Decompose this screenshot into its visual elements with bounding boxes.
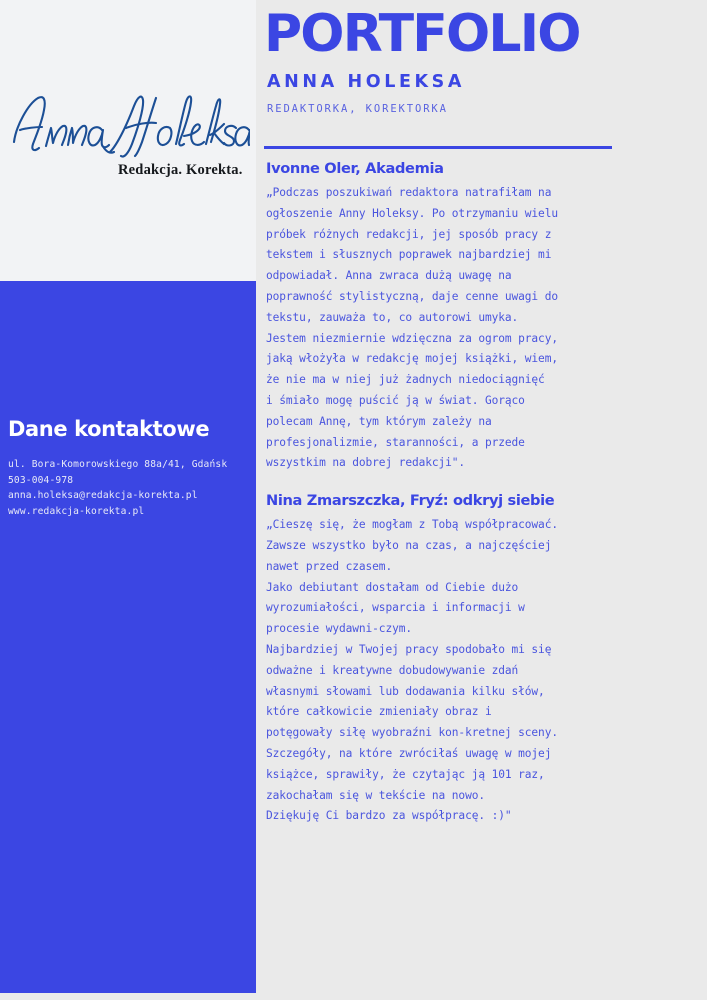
- author-role: REDAKTORKA, KOREKTORKA: [267, 103, 448, 115]
- testimonial-line: „Podczas poszukiwań redaktora natrafiłam na: [266, 186, 552, 199]
- author-name: ANNA HOLEKSA: [267, 72, 466, 92]
- testimonial-line: które całkowicie zmieniały obraz i: [266, 705, 492, 719]
- testimonial-line: odpowiadał. Anna zwraca dużą uwagę na: [266, 269, 512, 283]
- contact-website[interactable]: www.redakcja-korekta.pl: [8, 505, 145, 517]
- testimonial-line: Dziękuję Ci bardzo za współpracę. :)": [266, 809, 512, 823]
- testimonial-line: nawet przed czasem.: [266, 559, 393, 573]
- logo-panel: [0, 0, 256, 281]
- testimonial-line: jaką włożyła w redakcję mojej książki, wiem,: [266, 352, 558, 366]
- testimonial-line: Jestem niezmiernie wdzięczna za ogrom pracy,: [266, 331, 558, 345]
- testimonial-line: profesjonalizmie, staranności, a przede: [266, 435, 525, 449]
- testimonial-line: próbek różnych redakcji, jej sposób pracy z: [266, 227, 552, 241]
- testimonial-line: potęgowały siłę wyobraźni kon-kretnej sceny.: [266, 726, 558, 740]
- contact-section-title: Dane kontaktowe: [8, 417, 210, 441]
- testimonial-line: własnymi słowami lub dodawania kilku słów,: [266, 684, 545, 698]
- testimonial-line: ogłoszenie Anny Holeksy. Po otrzymaniu wielu: [266, 206, 558, 220]
- testimonials-list: [266, 160, 666, 845]
- testimonial-item: [266, 492, 666, 827]
- testimonial-line: że nie ma w niej już żadnych niedociągnięć: [266, 373, 545, 387]
- testimonial-body: [266, 515, 666, 827]
- testimonial-line: poprawność stylistyczną, daje cenne uwagi do: [266, 289, 558, 303]
- testimonial-line: procesie wydawni-czym.: [266, 622, 412, 636]
- testimonial-line: wszystkim na dobrej redakcji".: [266, 456, 466, 470]
- masthead: [264, 6, 704, 115]
- contact-panel: [0, 281, 256, 993]
- testimonial-line: Szczegóły, na które zwróciłaś uwagę w mojej: [266, 746, 552, 760]
- contact-details: [8, 457, 256, 519]
- testimonial-line: zakochałam się w tekście na nowo.: [266, 788, 485, 802]
- logo-tagline: Redakcja. Korekta.: [118, 162, 243, 178]
- testimonial-line: tekstem i słusznych poprawek najbardziej mi: [266, 248, 552, 262]
- testimonial-line: tekstu, zauważa to, co autorowi umyka.: [266, 310, 519, 324]
- left-column: [0, 0, 256, 1000]
- testimonial-body: [266, 183, 666, 474]
- testimonial-line: polecam Annę, tym którym zależy na: [266, 414, 492, 428]
- header-divider: [264, 146, 612, 149]
- testimonial-heading: Ivonne Oler, Akademia: [266, 160, 444, 177]
- testimonial-line: Najbardziej w Twojej pracy spodobało mi się: [266, 642, 552, 656]
- page-title: PORTFOLIO: [264, 4, 580, 64]
- signature-logo-icon: [6, 86, 250, 162]
- testimonial-line: „Cieszę się, że mogłam z Tobą współpracować.: [266, 518, 558, 532]
- testimonial-item: [266, 160, 666, 474]
- testimonial-heading: Nina Zmarszczka, Fryź: odkryj siebie: [266, 492, 555, 510]
- testimonial-line: książce, sprawiły, że czytając ją 101 raz,: [266, 767, 545, 781]
- contact-phone[interactable]: 503-004-978: [8, 474, 74, 486]
- contact-address: ul. Bora-Komorowskiego 88a/41, Gdańsk: [8, 459, 228, 470]
- testimonial-line: wyrozumiałości, wsparcia i informacji w: [266, 601, 525, 615]
- contact-email[interactable]: anna.holeksa@redakcja-korekta.pl: [8, 490, 198, 502]
- testimonial-line: Jako debiutant dostałam od Ciebie dużo: [266, 580, 519, 594]
- right-column: [256, 0, 707, 1000]
- testimonial-line: Zawsze wszystko było na czas, a najczęściej: [266, 538, 552, 552]
- testimonial-line: odważne i kreatywne dobudowywanie zdań: [266, 663, 519, 677]
- testimonial-line: i śmiało mogę puścić ją w świat. Gorąco: [266, 393, 525, 407]
